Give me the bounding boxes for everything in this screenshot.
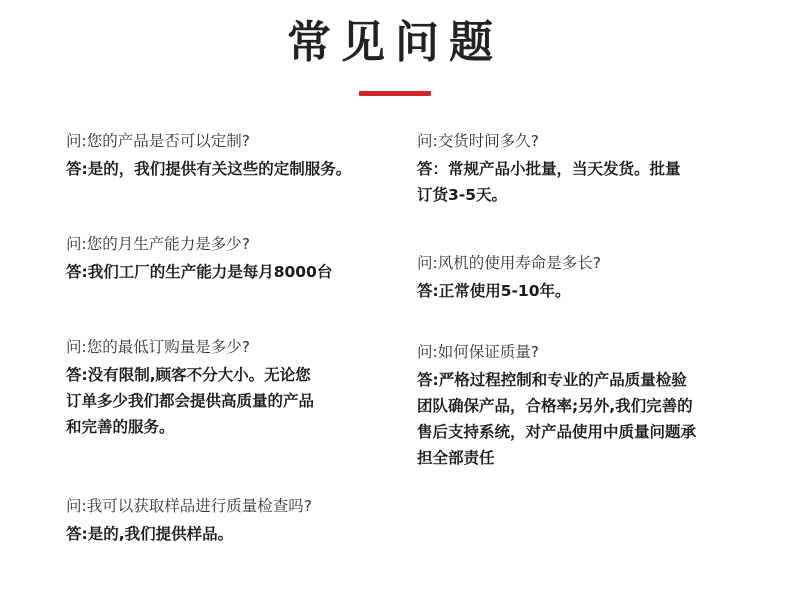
faq-item xyxy=(66,334,396,440)
faq-answer-line: 和完善的服务。 xyxy=(66,418,175,436)
faq-question: 问:我可以获取样品进行质量检查吗? xyxy=(66,497,312,515)
faq-item xyxy=(417,250,762,304)
faq-item xyxy=(417,128,762,208)
faq-answer xyxy=(66,259,396,285)
faq-answer-line: 答:是的,我们提供样品。 xyxy=(66,525,234,543)
faq-question: 问:您的产品是否可以定制? xyxy=(66,132,250,150)
faq-answer xyxy=(66,521,396,547)
faq-answer xyxy=(417,367,762,471)
faq-answer-line: 答:严格过程控制和专业的产品质量检验 xyxy=(417,371,687,389)
faq-answer-line: 担全部责任 xyxy=(417,449,495,467)
faq-item xyxy=(66,493,396,547)
faq-answer-line: 订货3-5天。 xyxy=(417,186,508,204)
faq-answer-line: 团队确保产品，合格率;另外,我们完善的 xyxy=(417,397,693,415)
faq-answer-line: 订单多少我们都会提供高质量的产品 xyxy=(66,392,315,410)
faq-question: 问:风机的使用寿命是多长? xyxy=(417,254,601,272)
title-underline xyxy=(359,91,431,96)
faq-answer-line: 售后支持系统，对产品使用中质量问题承 xyxy=(417,423,697,441)
faq-question: 问:交货时间多久? xyxy=(417,132,539,150)
faq-question: 问:您的最低订购量是多少? xyxy=(66,338,250,356)
faq-answer-line: 答：常规产品小批量，当天发货。批量 xyxy=(417,160,681,178)
faq-answer xyxy=(66,362,396,440)
faq-question: 问:如何保证质量? xyxy=(417,343,539,361)
page-title: 常见问题 xyxy=(287,17,503,68)
faq-answer-line: 答:正常使用5-10年。 xyxy=(417,282,571,300)
faq-item xyxy=(66,231,396,285)
faq-item xyxy=(417,339,762,471)
faq-answer xyxy=(417,278,762,304)
faq-answer-line: 答:是的，我们提供有关这些的定制服务。 xyxy=(66,160,352,178)
faq-answer xyxy=(66,156,396,182)
faq-answer-line: 答:我们工厂的生产能力是每月8000台 xyxy=(66,263,333,281)
faq-answer-line: 答:没有限制,顾客不分大小。无论您 xyxy=(66,366,311,384)
faq-answer xyxy=(417,156,762,208)
faq-question: 问:您的月生产能力是多少? xyxy=(66,235,250,253)
faq-item xyxy=(66,128,396,182)
